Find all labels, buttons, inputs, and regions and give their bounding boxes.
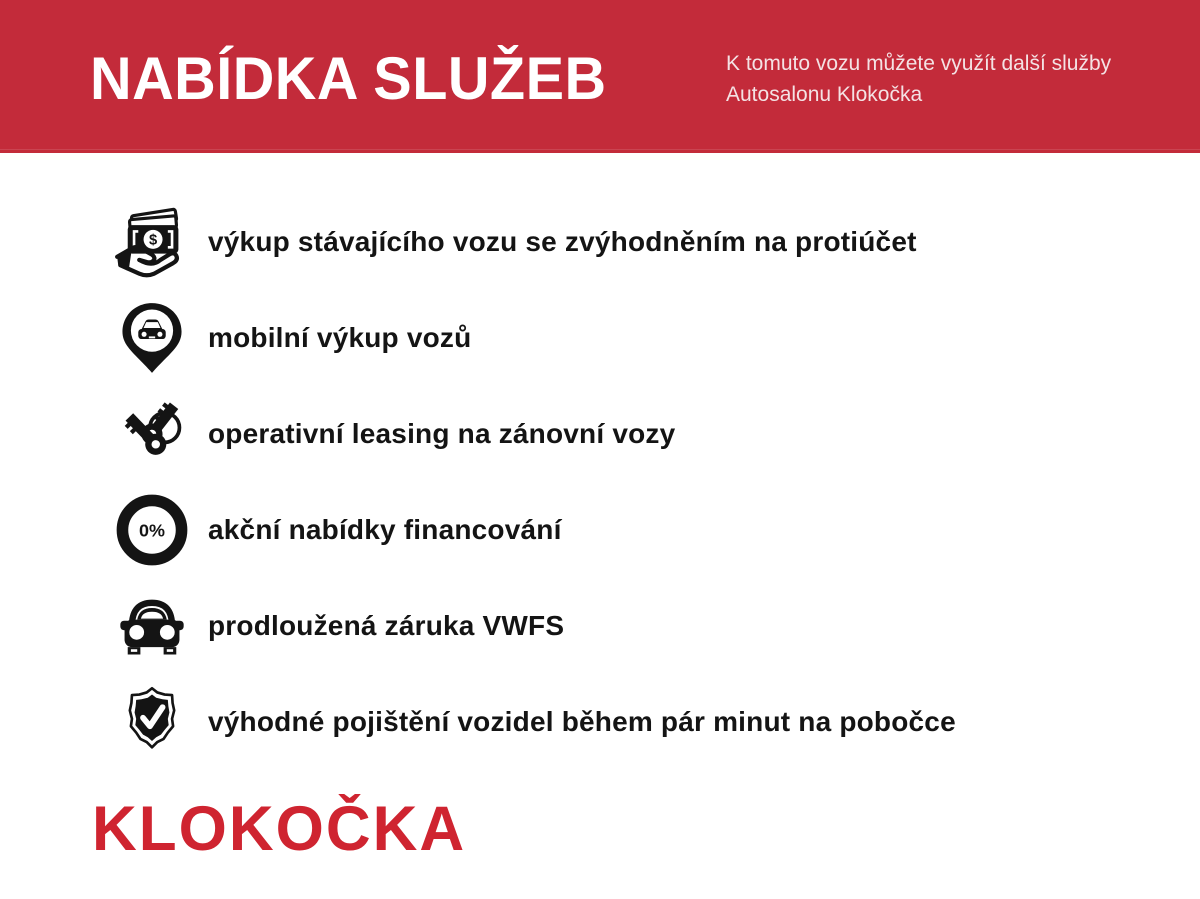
service-row-mobile-buyout	[112, 290, 1112, 386]
service-label: výhodné pojištění vozidel během pár minut na pobočce	[208, 706, 956, 737]
page-title: NABÍDKA SLUŽEB	[90, 45, 607, 112]
header-subtitle	[726, 48, 1146, 110]
services-list	[112, 194, 1112, 770]
car-front-icon	[112, 586, 192, 666]
service-row-leasing	[112, 386, 1112, 482]
service-label: akční nabídky financování	[208, 514, 562, 545]
service-row-insurance	[112, 674, 1112, 770]
svg-text:$: $	[148, 232, 158, 249]
service-label: prodloužená záruka VWFS	[208, 610, 565, 641]
header-subtitle-line1: K tomuto vozu můžete využít další služby	[726, 52, 1112, 75]
klokocka-logo: KLOKOČKA	[92, 794, 467, 865]
header-band	[0, 0, 1200, 153]
service-label: mobilní výkup vozů	[208, 322, 472, 353]
service-row-trade-in	[112, 194, 1112, 290]
car-keys-icon	[112, 394, 192, 474]
header-subtitle-line2: Autosalonu Klokočka	[726, 83, 923, 106]
cash-in-hand-icon	[112, 202, 192, 282]
shield-check-icon	[112, 682, 192, 762]
service-row-warranty	[112, 578, 1112, 674]
zero-percent-icon	[112, 490, 192, 570]
car-location-pin-icon	[112, 298, 192, 378]
service-label: operativní leasing na zánovní vozy	[208, 418, 676, 449]
service-label: výkup stávajícího vozu se zvýhodněním na protiúčet	[208, 226, 917, 257]
zero-percent-label: 0%	[139, 520, 165, 541]
service-row-financing	[112, 482, 1112, 578]
